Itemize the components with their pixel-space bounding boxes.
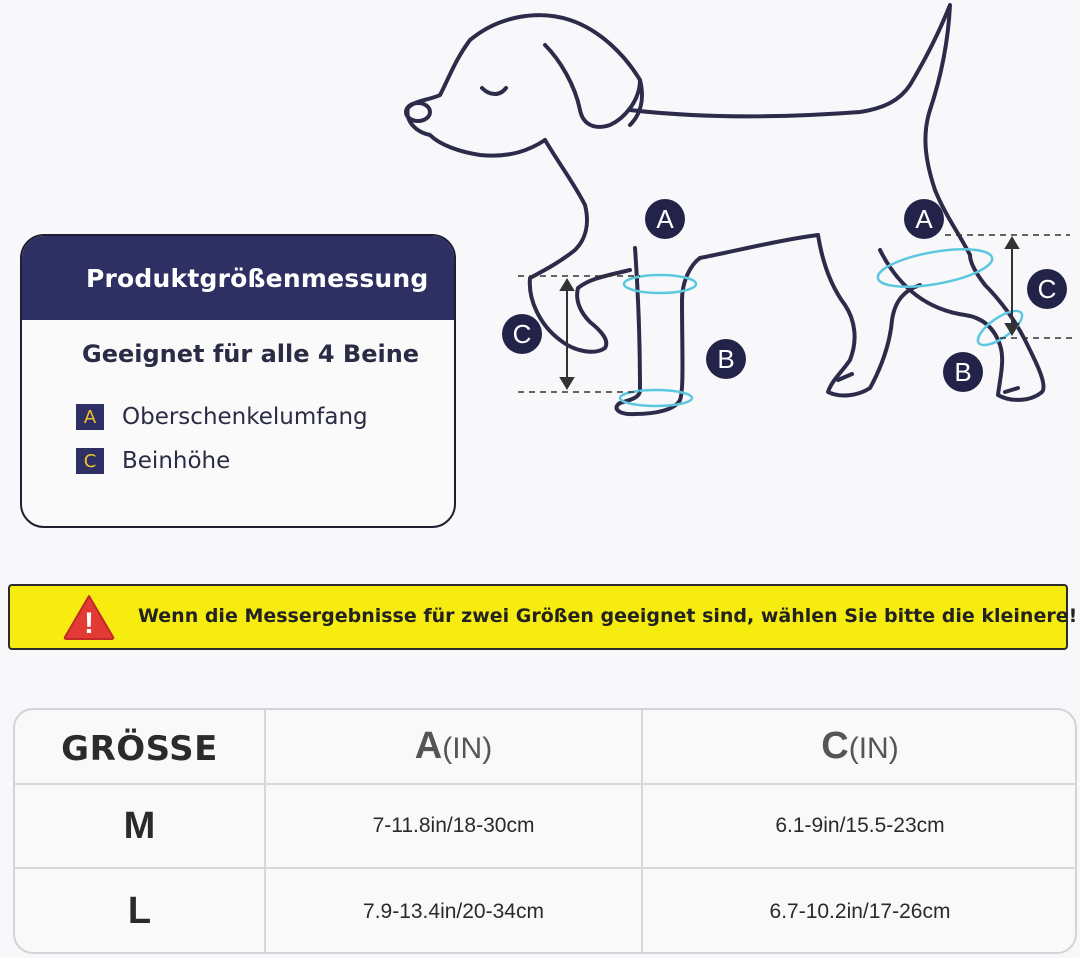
badge-b-front-text: B [717,344,735,374]
header-size-cell [15,714,264,784]
badge-c-hind-text: C [1037,274,1057,304]
header-c-letter: C [821,725,849,767]
dog-eye-outline [482,88,506,94]
table-row [15,785,264,867]
header-c-cell [643,710,1077,783]
svg-text:!: ! [84,607,94,640]
header-size-label: GRÖSSE [61,729,218,769]
size-l-c-cell [643,869,1077,954]
size-m-c-value: 6.1-9in/15.5-23cm [775,814,945,837]
legend-key-a: A [76,404,104,430]
size-m-c-cell [643,785,1077,867]
header-c-unit-close: ) [888,732,899,765]
table-row [15,869,264,954]
size-l-a-cell [266,869,641,954]
badge-a-hind-text: A [915,204,933,234]
badge-b-hind-text: B [954,357,972,387]
badge-a-front-text: A [656,204,674,234]
card-subtitle: Geeignet für alle 4 Beine [82,340,420,368]
size-l-label: L [127,890,152,932]
header-c-label [821,725,898,768]
legend-text-a: Oberschenkelumfang [122,404,368,430]
dog-nose-outline [406,103,430,121]
legend-item-a [76,404,368,430]
header-a-label [415,725,492,768]
header-a-unit: IN [452,732,483,765]
size-l-c-value: 6.7-10.2in/17-26cm [769,899,951,923]
size-m-a-value: 7-11.8in/18-30cm [372,814,535,837]
legend-item-c [76,448,230,474]
header-a-unit-open: ( [442,732,453,765]
legend-text-c: Beinhöhe [122,448,231,474]
dog-chest-outline [530,140,630,352]
card-header [22,236,454,320]
size-m-a-cell [266,785,641,867]
measure-ring-hind-thigh [875,242,995,294]
header-a-letter: A [414,725,443,767]
warning-text: Wenn die Messergebnisse für zwei Größen geeignet sind, wählen Sie bitte die kleinere! [138,605,1078,627]
size-l-a-value: 7.9-13.4in/20-34cm [363,899,544,923]
card-title: Produktgrößenmessung [86,263,429,293]
header-a-cell [266,710,641,783]
warning-triangle-icon [62,593,116,641]
size-table [13,708,1077,954]
header-c-unit-open: ( [848,732,859,765]
header-c-unit: IN [858,732,889,765]
dog-head-outline [407,15,641,155]
dog-belly-outline [700,235,818,258]
measurement-info-card [20,234,456,528]
header-a-unit-close: ) [482,732,493,765]
badge-c-front-text: C [512,319,532,349]
warning-banner [8,584,1078,650]
size-m-label: M [123,804,156,847]
legend-key-c: C [76,448,104,474]
